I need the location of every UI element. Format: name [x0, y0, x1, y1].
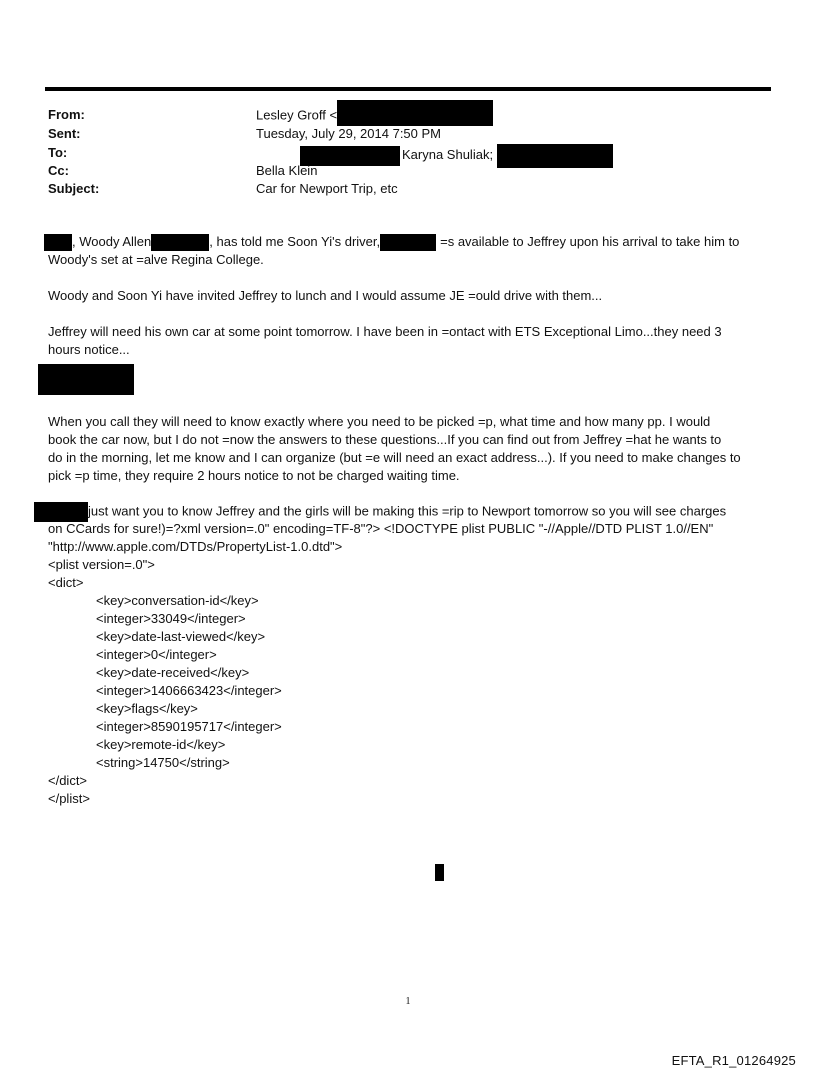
from-value: Lesley Groff < — [256, 106, 493, 126]
plist-line: <integer>8590195717</integer> — [96, 719, 282, 734]
paragraph-5-line-3: "http://www.apple.com/DTDs/PropertyList-1.0.dtd"> — [48, 539, 343, 554]
sent-value: Tuesday, July 29, 2014 7:50 PM — [256, 126, 441, 141]
redaction-bar — [380, 234, 436, 251]
page-number: 1 — [405, 996, 411, 1007]
plist-line: <integer>33049</integer> — [96, 611, 246, 626]
plist-line: <key>conversation-id</key> — [96, 593, 259, 608]
paragraph-5-line-1: just want you to know Jeffrey and the girls will be making this =rip to Newport tomorrow so you will see charges — [34, 502, 756, 522]
redaction-bar — [151, 234, 209, 251]
plist-line: <string>14750</string> — [96, 755, 230, 770]
paragraph-3-line-1: Jeffrey will need his own car at some point tomorrow. I have been in =ontact with ETS Exceptional Limo...they need 3 — [48, 324, 722, 339]
paragraph-4-line-2: book the car now, but I do not =now the answers to these questions...If you can find out from Jeffrey =hat he wants to — [48, 432, 722, 447]
bates-number: EFTA_R1_01264925 — [671, 1053, 796, 1068]
paragraph-4-line-1: When you call they will need to know exactly where you need to be picked =p, what time and how many pp. I would — [48, 414, 711, 429]
paragraph-4-line-4: pick =p time, they require 2 hours notice to not be charged waiting time. — [48, 468, 460, 483]
plist-line: <plist version=.0"> — [48, 557, 155, 572]
plist-line: </plist> — [48, 791, 90, 806]
paragraph-3-line-2: hours notice... — [48, 342, 130, 357]
plist-line: <key>flags</key> — [96, 701, 198, 716]
sent-label: Sent: — [48, 126, 81, 141]
subject-value: Car for Newport Trip, etc — [256, 181, 398, 196]
to-label: To: — [48, 145, 68, 160]
from-label: From: — [48, 107, 85, 122]
plist-line: <dict> — [48, 575, 84, 590]
paragraph-1-line-1: , Woody Allen , has told me Soon Yi's driver, =s available to Jeffrey upon his arrival to take him to — [44, 233, 766, 251]
plist-line: </dict> — [48, 773, 88, 788]
plist-line: <key>date-received</key> — [96, 665, 250, 680]
redaction-block — [38, 364, 134, 395]
paragraph-2: Woody and Soon Yi have invited Jeffrey to lunch and I would assume JE =ould drive with them... — [48, 288, 603, 303]
plist-line: <key>remote-id</key> — [96, 737, 226, 752]
header-rule — [45, 87, 771, 91]
redaction-bar — [34, 502, 88, 522]
cc-label: Cc: — [48, 163, 69, 178]
plist-line: <key>date-last-viewed</key> — [96, 629, 266, 644]
paragraph-5-line-2: on CCards for sure!)=?xml version=.0" encoding=TF-8"?> <!DOCTYPE plist PUBLIC "-//Apple//DTD PLIST 1.0//EN" — [48, 521, 714, 536]
subject-label: Subject: — [48, 181, 100, 196]
redaction-bar — [44, 234, 72, 251]
to-value: Karyna Shuliak; — [300, 144, 613, 168]
redaction-bar — [337, 100, 493, 126]
paragraph-4-line-3: do in the morning, let me know and I can organize (but =e will need an exact address...). If you need to make changes to — [48, 450, 741, 465]
redaction-bar — [497, 144, 613, 168]
cc-value: Bella Klein — [256, 163, 318, 178]
redaction-mark — [435, 864, 444, 881]
plist-line: <integer>1406663423</integer> — [96, 683, 282, 698]
plist-line: <integer>0</integer> — [96, 647, 217, 662]
paragraph-1-line-2: Woody's set at =alve Regina College. — [48, 252, 264, 267]
